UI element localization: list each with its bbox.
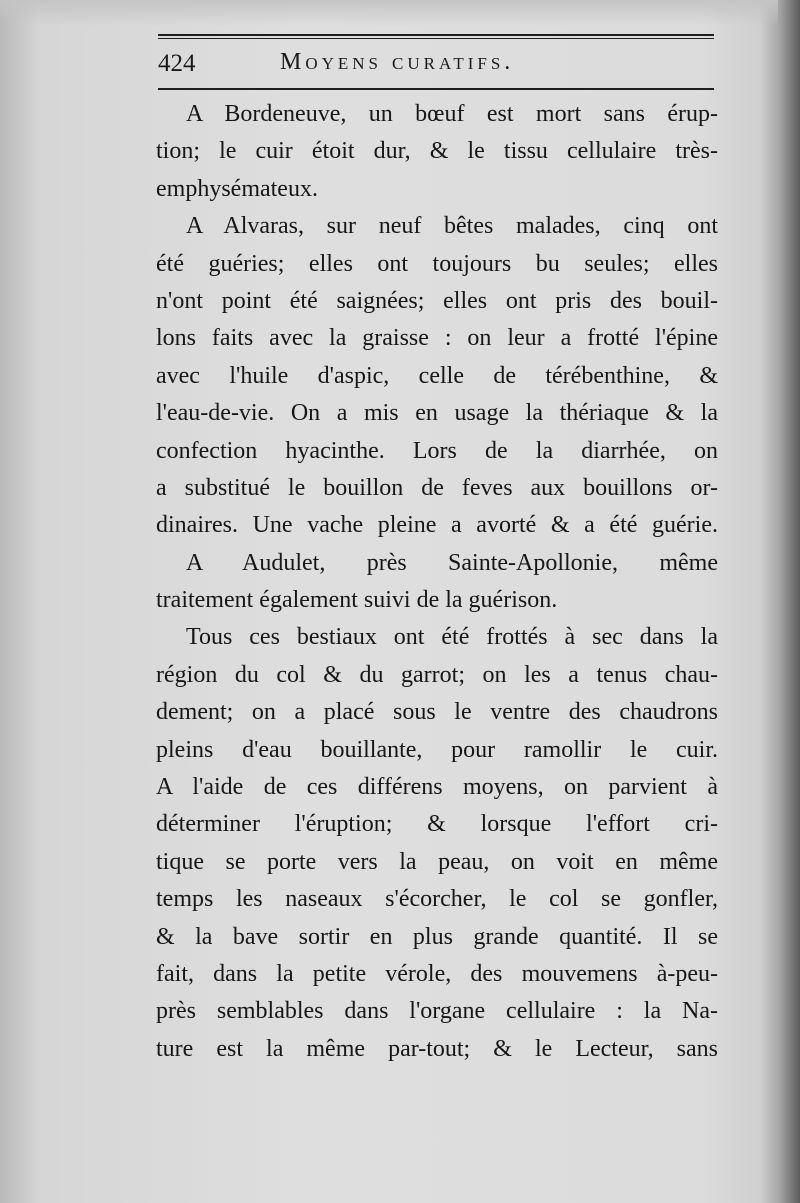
text-line: déterminer l'éruption; & lorsque l'effort cri- xyxy=(156,811,718,838)
running-header xyxy=(152,44,718,84)
text-line: été guéries; elles ont toujours bu seules; elles xyxy=(156,250,718,277)
text-line: ture est la même par-tout; & le Lecteur, sans xyxy=(156,1035,718,1062)
running-title: Moyens curatifs. xyxy=(280,49,515,75)
text-line: traitement également suivi de la guérison. xyxy=(156,587,558,614)
text-line: fait, dans la petite vérole, des mouvemens à-peu- xyxy=(156,960,718,987)
text-line: région du col & du garrot; on les a tenus chau- xyxy=(156,661,718,688)
text-line: n'ont point été saignées; elles ont pris des bouil- xyxy=(156,287,718,314)
text-line: dinaires. Une vache pleine a avorté & a été guérie. xyxy=(156,512,718,539)
text-line: A l'aide de ces différens moyens, on parvient à xyxy=(156,774,718,801)
text-line: tique se porte vers la peau, on voit en même xyxy=(156,848,718,875)
text-line: confection hyacinthe. Lors de la diarrhée, on xyxy=(156,437,718,464)
text-line: emphysémateux. xyxy=(156,175,318,202)
text-line: l'eau-de-vie. On a mis en usage la thériaque & la xyxy=(156,400,718,427)
header-rule-bottom xyxy=(158,88,714,90)
page-gutter-shadow xyxy=(778,0,800,1203)
text-line: a substitué le bouillon de feves aux bouillons or- xyxy=(156,474,718,501)
text-line: pleins d'eau bouillante, pour ramollir le cuir. xyxy=(156,736,718,763)
text-line: près semblables dans l'organe cellulaire : la Na- xyxy=(156,998,718,1025)
text-line: lons faits avec la graisse : on leur a frotté l'épine xyxy=(156,325,718,352)
page-top-shadow xyxy=(0,0,800,26)
header-rule-top-thin xyxy=(158,38,714,39)
text-line: dement; on a placé sous le ventre des chaudrons xyxy=(156,699,718,726)
page-number: 424 xyxy=(158,50,196,77)
text-line: A Bordeneuve, un bœuf est mort sans érup- xyxy=(186,101,718,127)
text-line: Tous ces bestiaux ont été frottés à sec dans la xyxy=(186,624,718,651)
body-text xyxy=(156,96,718,1068)
text-line: A Alvaras, sur neuf bêtes malades, cinq ont xyxy=(186,213,718,240)
header-rule-top xyxy=(158,34,714,36)
text-line: & la bave sortir en plus grande quantité. Il se xyxy=(156,923,718,950)
text-line: avec l'huile d'aspic, celle de térébenthine, & xyxy=(156,362,718,389)
text-line: temps les naseaux s'écorcher, le col se gonfler, xyxy=(156,886,718,913)
text-line: A Audulet, près Sainte-Apollonie, même xyxy=(186,549,718,576)
text-line: tion; le cuir étoit dur, & le tissu cellulaire très- xyxy=(156,138,718,165)
